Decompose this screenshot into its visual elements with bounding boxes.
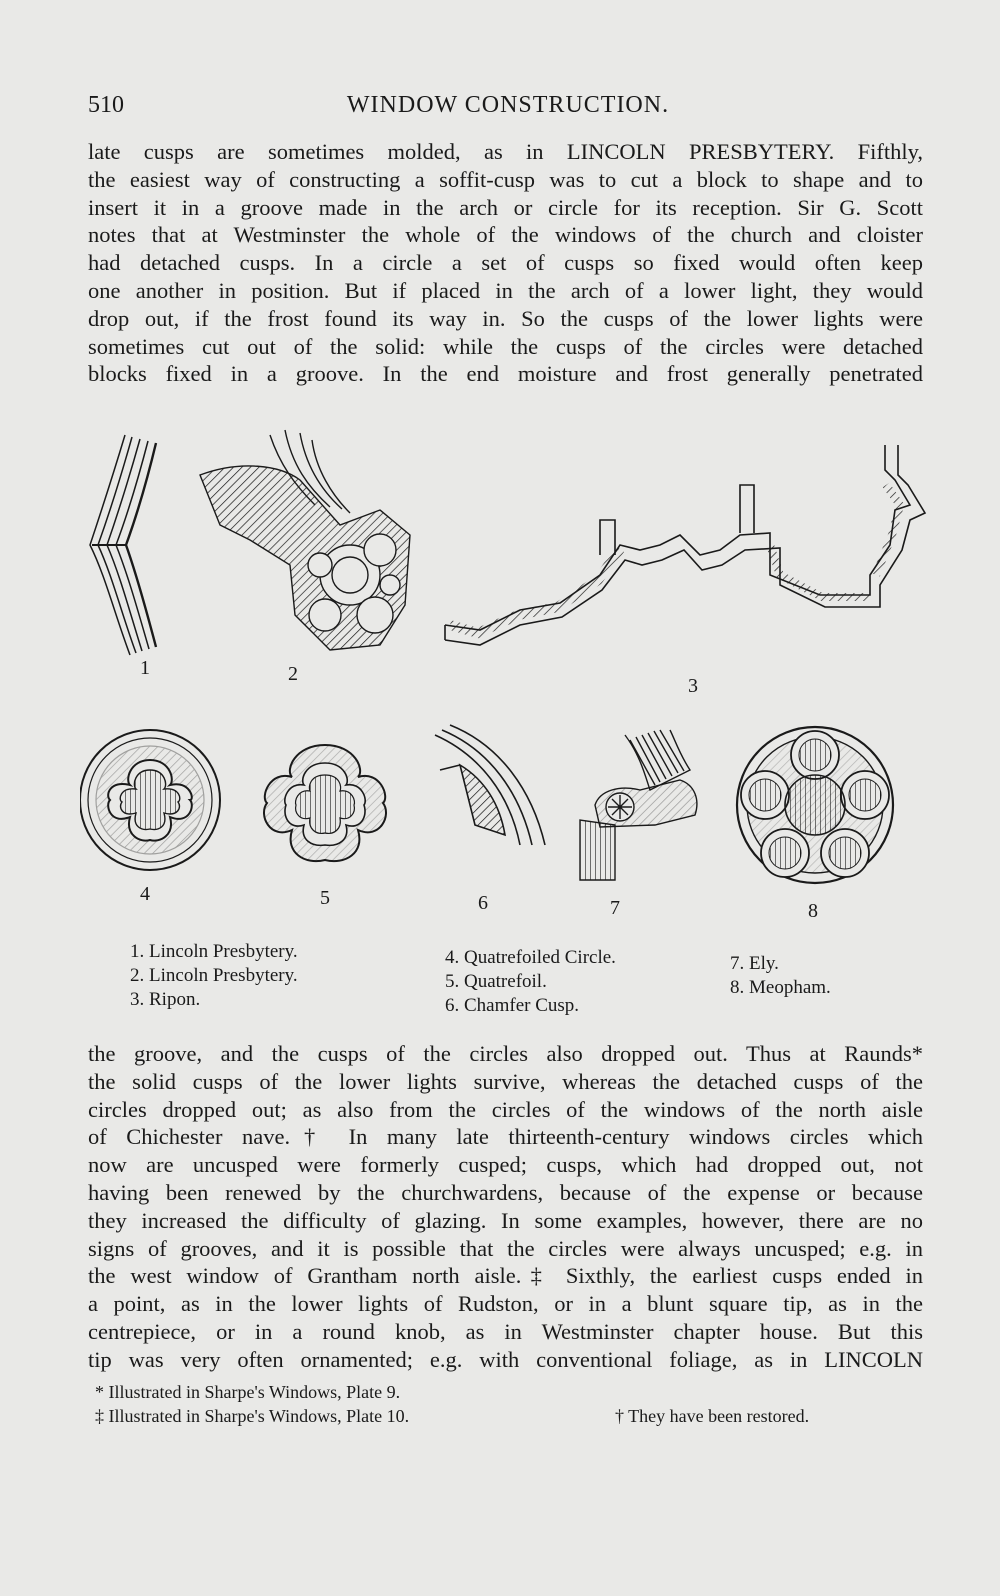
text-line: had detached cusps. In a circle a set of cusps so fixed would often keep [88,250,923,276]
caption-item: 2. Lincoln Presbytery. [130,965,298,986]
figure-8-meopham-window [737,727,893,883]
figure-1-cusp-profile [90,435,156,655]
caption-item: 6. Chamfer Cusp. [445,995,580,1016]
text-line: drop out, if the frost found its way in. So the cusps of the lower lights were [88,305,923,331]
figure-number-1: 1 [140,657,150,679]
text-line: signs of grooves, and it is possible that the circles were always uncusped; e.g. in [88,1235,923,1261]
text-line: notes that at Westminster the whole of the windows of the church and cloister [88,222,923,248]
text-line: one another in position. But if placed in the arch of a lower light, they would [88,277,923,303]
text-line: the groove, and the cusps of the circles also dropped out. Thus at Raunds* [88,1041,923,1066]
text-line: centrepiece, or in a round knob, as in Westminster chapter house. But this [88,1318,923,1344]
engraving-illustrations [80,425,940,945]
caption-item: 8. Meopham. [730,977,831,998]
text-line: insert it in a groove made in the arch or circle for its reception. Sir G. Scott [88,194,923,220]
text-line: now are uncusped were formerly cusped; cusps, which had dropped out, not [88,1152,923,1178]
caption-item: 7. Ely. [730,953,779,974]
figure-number-4: 4 [140,883,150,905]
text-line: having been renewed by the churchwardens, because of the expense or because [88,1179,923,1205]
text-line: the west window of Grantham north aisle.‡ Sixthly, the earliest cusps ended in [88,1263,923,1289]
text-line: of Chichester nave.† In many late thirteenth-century windows circles which [88,1124,923,1150]
figure-number-2: 2 [288,663,298,685]
running-title: WINDOW CONSTRUCTION. [346,92,670,118]
caption-item: 5. Quatrefoil. [445,971,547,992]
text-line: blocks fixed in a groove. In the end moisture and frost generally penetrated [88,361,923,387]
figure-number-5: 5 [320,887,330,909]
figure-plate [80,425,940,945]
figure-captions [120,940,900,1030]
text-line: the solid cusps of the lower lights survive, whereas the detached cusps of the [88,1068,923,1094]
figure-4-quatrefoiled-circle [80,730,220,870]
footnote: * Illustrated in Sharpe's Windows, Plate 9. [95,1382,401,1402]
figure-3-molding-profile [445,445,925,645]
figure-5-quatrefoil [264,745,386,861]
footnote: ‡ Illustrated in Sharpe's Windows, Plate 10. [95,1406,410,1426]
figure-number-7: 7 [610,897,620,919]
page-header [88,92,928,132]
figure-number-8: 8 [808,900,818,922]
paragraph-bottom [88,1040,923,1374]
text-line: the easiest way of constructing a soffit-cusp was to cut a block to shape and to [88,166,923,192]
caption-column-3 [730,952,831,1000]
text-line: a point, as in the lower lights of Rudston, or in a blunt square tip, as in the [88,1291,923,1317]
paragraph-top [88,138,923,388]
figure-6-chamfer-cusp [435,725,545,845]
text-line: sometimes cut out of the solid: while the cusps of the circles were detached [88,333,923,359]
caption-item: 1. Lincoln Presbytery. [130,941,298,962]
caption-column-1 [130,940,298,1012]
footnotes [95,1380,895,1440]
text-line: circles dropped out; as also from the circles of the windows of the north aisle [88,1096,923,1122]
figure-number-6: 6 [478,892,488,914]
page-number: 510 [88,92,124,118]
figure-2-foliage-cusp [200,430,410,650]
figure-number-3: 3 [688,675,698,697]
footnote-right: † They have been restored. [615,1406,810,1426]
text-line: late cusps are sometimes molded, as in LINCOLN PRESBYTERY. Fifthly, [88,139,923,164]
figure-7-ely-cusp [580,730,697,880]
text-line: tip was very often ornamented; e.g. with conventional foliage, as in LINCOLN [88,1346,923,1372]
caption-column-2 [445,946,616,1018]
text-line: they increased the difficulty of glazing. In some examples, however, there are no [88,1207,923,1233]
footnotes-left [95,1380,409,1428]
caption-item: 4. Quatrefoiled Circle. [445,947,616,968]
caption-item: 3. Ripon. [130,989,201,1010]
